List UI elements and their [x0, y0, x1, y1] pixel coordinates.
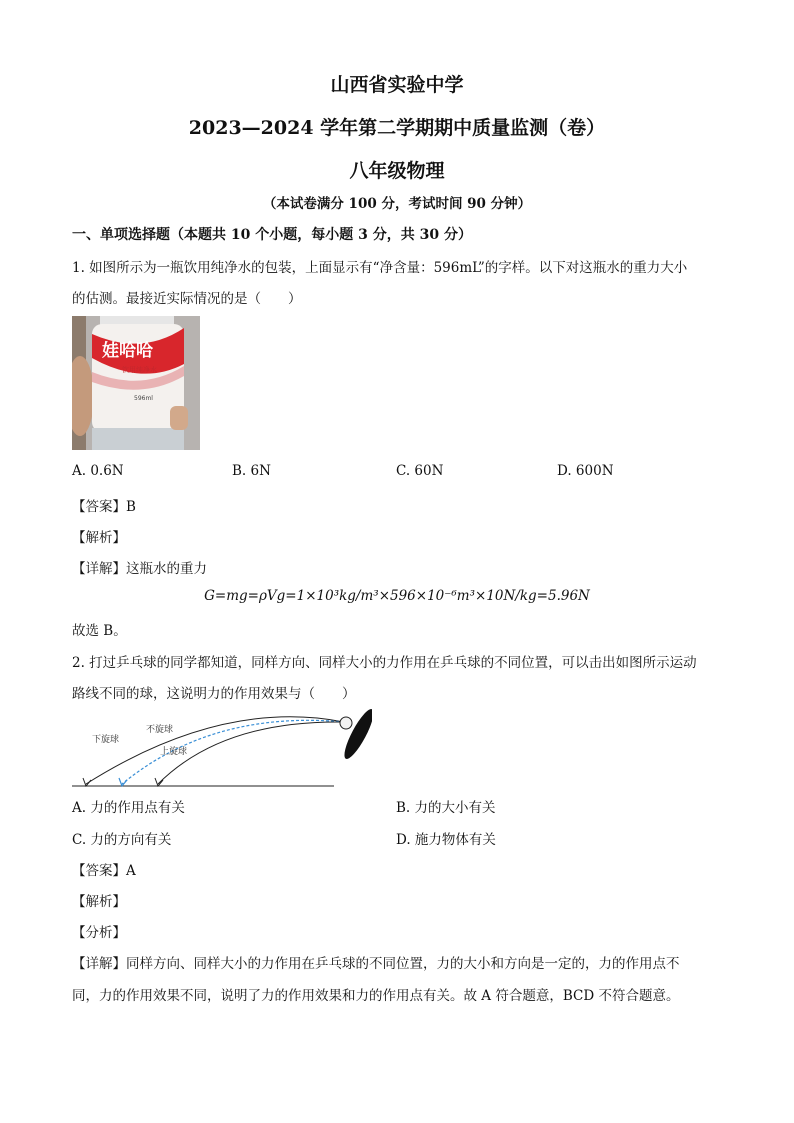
topspin-arrowhead — [155, 778, 163, 786]
water-bottle-photo — [72, 316, 200, 450]
q1-stem-line1: 1. 如图所示为一瓶饮用纯净水的包装，上面显示有“净含量：596mL”的字样。以下对这瓶水的重力大小 — [72, 260, 688, 276]
bottle-volume-text: 596ml — [134, 395, 153, 402]
label-topspin: 上旋球 — [160, 747, 188, 757]
q2-option-a: A. 力的作用点有关 — [72, 800, 185, 816]
label-no-spin: 不旋球 — [146, 725, 174, 735]
backspin-arrowhead — [83, 778, 91, 786]
q2-detail-line2: 同，力的作用效果不同，说明了力的作用效果和力的作用点有关。故 A 符合题意，BCD 不符合题意。 — [72, 988, 680, 1004]
q2-option-b: B. 力的大小有关 — [396, 800, 496, 816]
q1-option-a: A. 0.6N — [72, 463, 124, 479]
q2-analysis: 【解析】 — [72, 894, 126, 910]
brand-logo-text: 娃哈哈 — [102, 341, 153, 361]
q2-fenxi: 【分析】 — [72, 925, 126, 941]
no-spin-arrowhead — [119, 778, 127, 786]
subject-title: 八年级物理 — [349, 160, 445, 182]
exam-note: （本试卷满分 100 分，考试时间 90 分钟） — [262, 196, 532, 212]
q1-stem-line2: 的估测。最接近实际情况的是（ ） — [72, 291, 302, 307]
paddle-icon — [340, 706, 372, 762]
bottle-label-text: 饮用纯净水 — [122, 366, 157, 374]
q1-answer: 【答案】B — [72, 499, 136, 515]
q1-formula: G=mg=ρVg=1×10³kg/m³×596×10⁻⁶m³×10N/kg=5.96N — [204, 588, 590, 604]
q2-stem-line2: 路线不同的球，这说明力的作用效果与（ ） — [72, 686, 356, 702]
q1-option-b: B. 6N — [232, 463, 271, 479]
q1-analysis: 【解析】 — [72, 530, 126, 546]
q2-answer: 【答案】A — [72, 863, 136, 879]
q2-option-d: D. 施力物体有关 — [396, 832, 496, 848]
q2-option-c: C. 力的方向有关 — [72, 832, 172, 848]
label-backspin: 下旋球 — [92, 735, 120, 745]
section-heading: 一、单项选择题（本题共 10 个小题，每小题 3 分，共 30 分） — [72, 227, 472, 243]
q2-detail-line1: 【详解】同样方向、同样大小的力作用在乒乓球的不同位置，力的大小和方向是一定的，力的作用点不 — [72, 956, 680, 972]
exam-title: 2023—2024 学年第二学期期中质量监测（卷） — [188, 117, 606, 139]
q1-conclusion: 故选 B。 — [72, 623, 127, 639]
q1-detail: 【详解】这瓶水的重力 — [72, 561, 207, 577]
q2-stem-line1: 2. 打过乒乓球的同学都知道，同样方向、同样大小的力作用在乒乓球的不同位置，可以击出如图所示运动 — [72, 655, 697, 671]
backspin-trajectory — [86, 717, 344, 784]
table-tennis-trajectory-diagram — [72, 704, 372, 792]
school-title: 山西省实验中学 — [330, 74, 464, 96]
q1-option-d: D. 600N — [557, 463, 614, 479]
q1-option-c: C. 60N — [396, 463, 444, 479]
ping-pong-ball — [340, 717, 352, 729]
